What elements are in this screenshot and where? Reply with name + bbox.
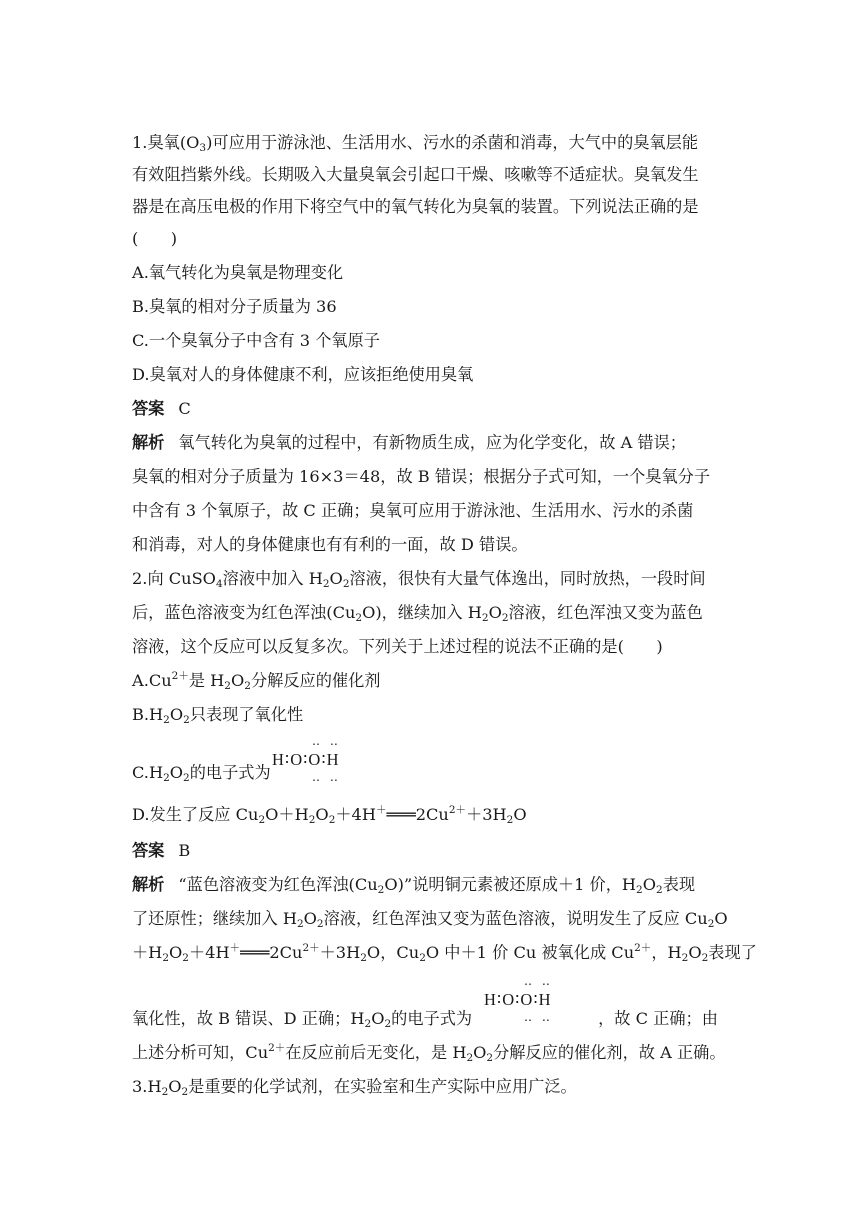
q2-option-b: $B.H_2O_2$只表现了氧化性 <box>132 705 304 726</box>
q1-analysis-3: 中含有 3 个氧原子，故 C 正确；臭氧可应用于游泳池、生活用水、污水的杀菌 <box>132 501 694 520</box>
q2-analysis-2: 了还原性；继续加入 $H_2O_2$溶液，红色浑浊又变为蓝色溶液，说明发生了反应 $Cu_2O$ <box>132 909 728 930</box>
lewis-dots-top: ‥ ‥ <box>312 734 341 748</box>
q2-line-2: 后，蓝色溶液变为红色浑浊$(Cu_2O)$，继续加入 $H_2O_2$溶液，红色浑浊又变为蓝色 <box>132 603 703 624</box>
analysis-lewis-dots-bottom: ‥ ‥ <box>524 1010 553 1024</box>
q1-option-d: D.臭氧对人的身体健康不利，应该拒绝使用臭氧 <box>132 365 474 384</box>
analysis-h2o2-electron-formula: H∶O∶O∶H <box>484 990 552 1009</box>
q1-line-3: 器是在高压电极的作用下将空气中的氧气转化为臭氧的装置。下列说法正确的是 <box>132 197 699 216</box>
q2-line-1: 2.向 CuSO$_4$溶液中加入 $H_2O_2$溶液，很快有大量气体逸出，同时放热，一段时间 <box>132 569 706 590</box>
q2-analysis-4: 氧化性，故 B 错误、D 正确；$H_2O_2$的电子式为 ，故 C 正确；由 <box>132 1009 718 1030</box>
q1-option-c: C.一个臭氧分子中含有 3 个氧原子 <box>132 331 380 350</box>
q2-line-3: 溶液，这个反应可以反复多次。下列关于上述过程的说法不正确的是( ) <box>132 637 663 656</box>
q2-analysis-5: 上述分析可知，$Cu^{2+}$在反应前后无变化，是 $H_2O_2$分解反应的催化剂，故 A 正确。 <box>132 1042 726 1064</box>
q1-option-b: B.臭氧的相对分子质量为 36 <box>132 297 337 316</box>
q1-analysis-4: 和消毒，对人的身体健康也有有利的一面，故 D 错误。 <box>132 535 528 554</box>
q1-analysis-2: 臭氧的相对分子质量为 16×3＝48，故 B 错误；根据分子式可知，一个臭氧分子 <box>132 467 711 486</box>
analysis-lewis-dots-top: ‥ ‥ <box>524 974 553 988</box>
q2-option-c: $C.H_2O_2$的电子式为 <box>132 763 271 784</box>
q2-answer: 答案 B <box>132 841 191 860</box>
q2-option-a: $A.Cu^{2+}$是 $H_2O_2$分解反应的催化剂 <box>132 670 381 692</box>
q1-line-4: ( ) <box>132 229 178 248</box>
q2-analysis-1: 解析 “蓝色溶液变为红色浑浊$(Cu_2O)$”说明铜元素被还原成＋1 价，$H_2O_2$表现 <box>132 875 696 896</box>
q2-analysis-3: $+H_2O_2+4H^+═══2Cu^{2+}+3H_2O$，$Cu_2O$ 中＋1 价 Cu 被氧化成 $Cu^{2+}$，$H_2O_2$表现了 <box>132 942 757 964</box>
q1-answer: 答案 C <box>132 399 191 418</box>
q1-line-2: 有效阻挡紫外线。长期吸入大量臭氧会引起口干燥、咳嗽等不适症状。臭氧发生 <box>132 165 699 184</box>
q1-analysis-1: 解析 氧气转化为臭氧的过程中，有新物质生成，应为化学变化，故 A 错误； <box>132 433 686 452</box>
q1-line-1: 1.臭氧$(O_3)$可应用于游泳池、生活用水、污水的杀菌和消毒，大气中的臭氧层能 <box>132 133 699 154</box>
lewis-dots-bottom: ‥ ‥ <box>312 770 341 784</box>
q1-option-a: A.氧气转化为臭氧是物理变化 <box>132 263 344 282</box>
q3-line-1: $3.H_2O_2$是重要的化学试剂，在实验室和生产实际中应用广泛。 <box>132 1077 577 1098</box>
h2o2-electron-formula: H∶O∶O∶H <box>272 750 340 769</box>
q2-option-d: D.发生了反应 $Cu_2O+H_2O_2+4H^+═══2Cu^{2+}+3H_2O$ <box>132 804 527 826</box>
